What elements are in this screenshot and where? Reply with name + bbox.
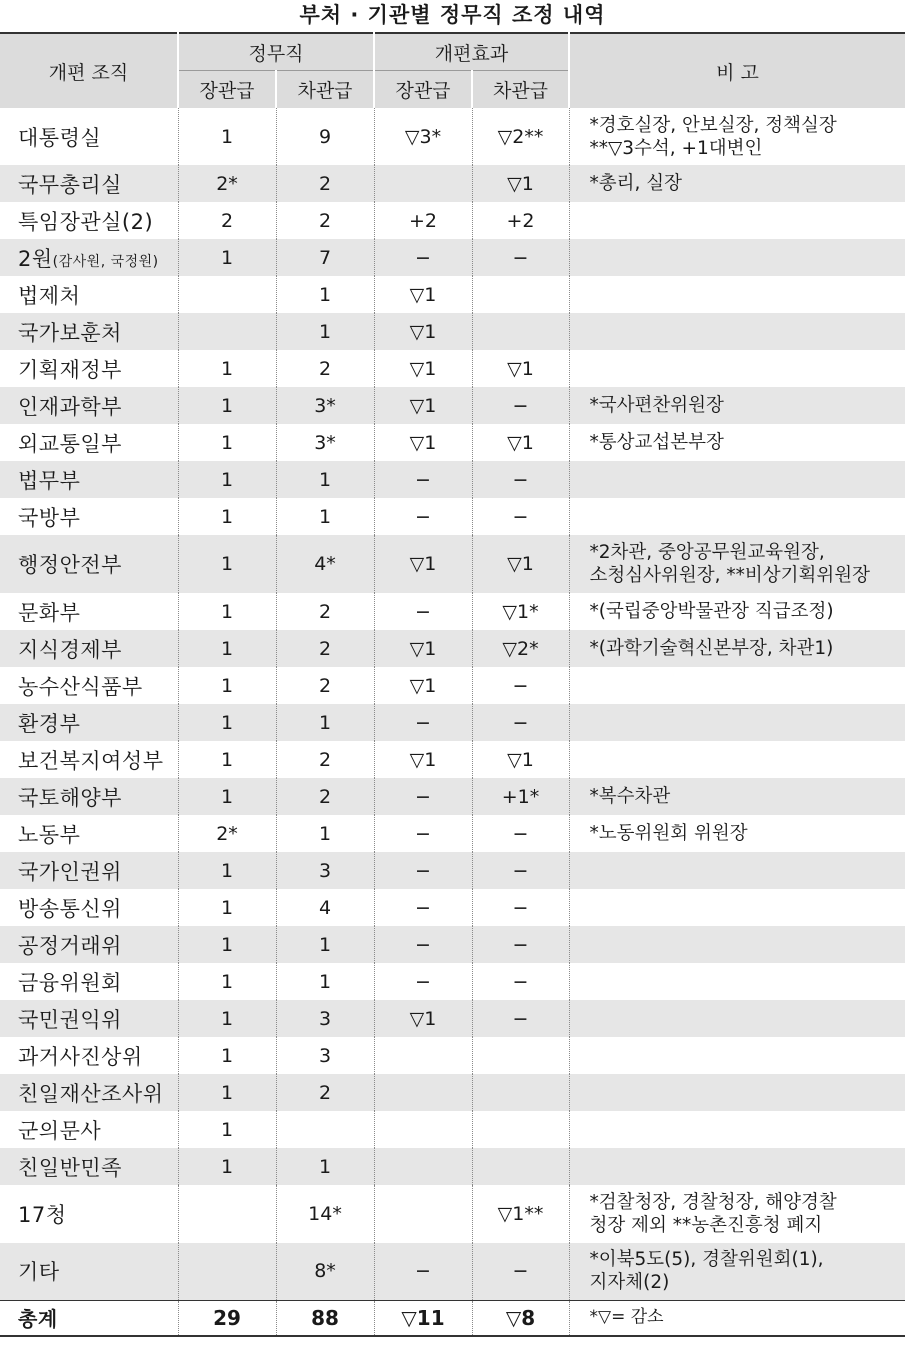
- total-label: 총계: [0, 1300, 178, 1336]
- org-name-cell: [0, 852, 178, 889]
- note-cell: [569, 239, 905, 276]
- minister-effect: [374, 1111, 472, 1148]
- vice-count: 1: [276, 498, 374, 535]
- note-cell: [569, 1037, 905, 1074]
- org-name-cell: [0, 165, 178, 202]
- minister-effect: ▽1: [374, 741, 472, 778]
- org-name-cell: [0, 1037, 178, 1074]
- org-name: 농수산식품부: [18, 674, 143, 699]
- org-name-cell: [0, 593, 178, 630]
- minister-effect: −: [374, 239, 472, 276]
- note-cell: [569, 1243, 905, 1300]
- vice-count: 2: [276, 202, 374, 239]
- table-row: [0, 424, 905, 461]
- table-row: [0, 498, 905, 535]
- table-row: [0, 1243, 905, 1300]
- minister-count: 2: [178, 202, 276, 239]
- org-name-cell: [0, 630, 178, 667]
- note-cell: [569, 889, 905, 926]
- vice-count: 8*: [276, 1243, 374, 1300]
- org-name: 국민권익위: [18, 1007, 122, 1032]
- minister-count: 1: [178, 926, 276, 963]
- note-cell: [569, 276, 905, 313]
- table-title: 부처 · 기관별 정무직 조정 내역: [299, 3, 606, 27]
- org-name: 방송통신위: [18, 896, 122, 921]
- vice-effect: [472, 313, 569, 350]
- vice-count: [276, 1111, 374, 1148]
- vice-effect: +1*: [472, 778, 569, 815]
- vice-effect: −: [472, 239, 569, 276]
- minister-effect: −: [374, 926, 472, 963]
- note-line-2: 소청심사위원장, **비상기획위원장: [589, 565, 870, 586]
- minister-count: 1: [178, 498, 276, 535]
- minister-effect: −: [374, 704, 472, 741]
- vice-effect: ▽1: [472, 741, 569, 778]
- note-line-1: *노동위원회 위원장: [589, 823, 748, 844]
- minister-count: 1: [178, 741, 276, 778]
- table-row: [0, 1074, 905, 1111]
- vice-effect: −: [472, 704, 569, 741]
- note-line-1: *(국립중앙박물관장 직급조정): [589, 601, 834, 622]
- minister-count: 1: [178, 387, 276, 424]
- vice-effect: −: [472, 1243, 569, 1300]
- table-row: [0, 1148, 905, 1185]
- total-minister-count: 29: [178, 1300, 276, 1336]
- minister-effect: +2: [374, 202, 472, 239]
- minister-count: 1: [178, 889, 276, 926]
- table-row: [0, 1185, 905, 1243]
- org-name: 17청: [18, 1203, 67, 1227]
- org-name-cell: [0, 704, 178, 741]
- note-cell: [569, 593, 905, 630]
- org-name-cell: [0, 1000, 178, 1037]
- table-row: [0, 926, 905, 963]
- org-name-cell: [0, 424, 178, 461]
- minister-count: 1: [178, 704, 276, 741]
- org-name: 국토해양부: [18, 785, 122, 810]
- vice-count: 4: [276, 889, 374, 926]
- note-cell: [569, 498, 905, 535]
- minister-effect: ▽1: [374, 667, 472, 704]
- minister-count: [178, 1185, 276, 1243]
- org-name-cell: [0, 926, 178, 963]
- vice-effect: ▽1**: [472, 1185, 569, 1243]
- org-name: 노동부: [18, 822, 81, 847]
- org-name-cell: [0, 202, 178, 239]
- note-cell: [569, 165, 905, 202]
- header-group-effect: 개편효과: [374, 33, 569, 71]
- minister-effect: −: [374, 1243, 472, 1300]
- header-group-political: 정무직: [178, 33, 374, 71]
- org-name: 과거사진상위: [18, 1044, 143, 1069]
- note-cell: [569, 461, 905, 498]
- vice-count: 4*: [276, 535, 374, 593]
- minister-effect: ▽1: [374, 350, 472, 387]
- vice-count: 7: [276, 239, 374, 276]
- minister-effect: ▽1: [374, 387, 472, 424]
- table-row: [0, 108, 905, 165]
- org-name-cell: [0, 498, 178, 535]
- vice-count: 1: [276, 1148, 374, 1185]
- header-sub-vice-2: 차관급: [472, 71, 569, 109]
- minister-count: 1: [178, 667, 276, 704]
- table-header: [0, 33, 905, 108]
- vice-count: 3: [276, 852, 374, 889]
- note-cell: [569, 202, 905, 239]
- vice-effect: [472, 1148, 569, 1185]
- vice-count: 9: [276, 108, 374, 165]
- minister-count: 1: [178, 350, 276, 387]
- vice-count: 1: [276, 926, 374, 963]
- org-name-cell: [0, 889, 178, 926]
- minister-count: 1: [178, 535, 276, 593]
- note-cell: [569, 424, 905, 461]
- table-row: [0, 535, 905, 593]
- vice-effect: [472, 1111, 569, 1148]
- note-line-1: *(과학기술혁신본부장, 차관1): [589, 638, 834, 659]
- minister-count: 1: [178, 963, 276, 1000]
- minister-count: [178, 276, 276, 313]
- table-row: [0, 1000, 905, 1037]
- vice-effect: −: [472, 667, 569, 704]
- note-cell: [569, 630, 905, 667]
- minister-count: 1: [178, 1000, 276, 1037]
- org-name: 기타: [18, 1260, 60, 1285]
- table-row: [0, 704, 905, 741]
- minister-count: 2*: [178, 165, 276, 202]
- vice-count: 14*: [276, 1185, 374, 1243]
- vice-count: 3: [276, 1037, 374, 1074]
- org-name-cell: [0, 778, 178, 815]
- minister-effect: −: [374, 593, 472, 630]
- vice-effect: [472, 1074, 569, 1111]
- org-name-cell: [0, 815, 178, 852]
- minister-count: 1: [178, 1148, 276, 1185]
- minister-count: 1: [178, 239, 276, 276]
- org-name: 법무부: [18, 468, 81, 493]
- vice-count: 1: [276, 313, 374, 350]
- header-org: 개편 조직: [0, 33, 178, 108]
- note-line-1: *이북5도(5), 경찰위원회(1),: [589, 1249, 824, 1271]
- minister-effect: ▽1: [374, 313, 472, 350]
- vice-effect: −: [472, 963, 569, 1000]
- note-cell: [569, 815, 905, 852]
- table-row: [0, 202, 905, 239]
- vice-effect: −: [472, 889, 569, 926]
- note-line-2: 지자체(2): [589, 1272, 670, 1294]
- note-line-1: *국사편찬위원장: [589, 395, 724, 416]
- note-cell: [569, 535, 905, 593]
- minister-count: 1: [178, 593, 276, 630]
- table-row: [0, 630, 905, 667]
- header-sub-minister-2: 장관급: [374, 71, 472, 109]
- table-row: [0, 1111, 905, 1148]
- vice-count: 2: [276, 1074, 374, 1111]
- vice-count: 2: [276, 778, 374, 815]
- minister-effect: ▽1: [374, 535, 472, 593]
- vice-effect: −: [472, 926, 569, 963]
- vice-effect: −: [472, 498, 569, 535]
- vice-effect: ▽2**: [472, 108, 569, 165]
- vice-effect: ▽1: [472, 424, 569, 461]
- minister-effect: ▽1: [374, 630, 472, 667]
- note-cell: [569, 313, 905, 350]
- total-vice-effect: ▽8: [472, 1300, 569, 1336]
- note-cell: [569, 1074, 905, 1111]
- table-row: [0, 593, 905, 630]
- table-row: [0, 165, 905, 202]
- note-cell: [569, 1185, 905, 1243]
- header-sub-minister-1: 장관급: [178, 71, 276, 109]
- org-name-cell: [0, 387, 178, 424]
- note-line-1: *총리, 실장: [589, 173, 683, 194]
- vice-effect: ▽1: [472, 535, 569, 593]
- vice-count: 2: [276, 593, 374, 630]
- vice-effect: ▽1*: [472, 593, 569, 630]
- vice-effect: −: [472, 387, 569, 424]
- table-body: [0, 108, 905, 1336]
- table-row: [0, 239, 905, 276]
- minister-count: 1: [178, 852, 276, 889]
- org-name: 군의문사: [18, 1118, 102, 1143]
- vice-effect: −: [472, 1000, 569, 1037]
- vice-effect: +2: [472, 202, 569, 239]
- note-cell: [569, 1111, 905, 1148]
- org-name: 대통령실: [18, 125, 102, 150]
- minister-count: [178, 313, 276, 350]
- note-cell: [569, 1148, 905, 1185]
- minister-effect: [374, 165, 472, 202]
- vice-count: 1: [276, 815, 374, 852]
- minister-count: 1: [178, 461, 276, 498]
- org-name-cell: [0, 1148, 178, 1185]
- note-cell: [569, 778, 905, 815]
- org-name: 문화부: [18, 600, 81, 625]
- org-name-cell: [0, 461, 178, 498]
- minister-count: 2*: [178, 815, 276, 852]
- total-note: *▽= 감소: [569, 1300, 905, 1336]
- table-row: [0, 852, 905, 889]
- note-cell: [569, 926, 905, 963]
- vice-count: 2: [276, 165, 374, 202]
- vice-effect: −: [472, 852, 569, 889]
- vice-count: 2: [276, 630, 374, 667]
- org-name: 보건복지여성부: [18, 748, 164, 773]
- minister-count: 1: [178, 1074, 276, 1111]
- org-name-cell: [0, 1243, 178, 1300]
- minister-effect: −: [374, 963, 472, 1000]
- table-row: [0, 741, 905, 778]
- table-row: [0, 387, 905, 424]
- total-vice-count: 88: [276, 1300, 374, 1336]
- minister-count: 1: [178, 1037, 276, 1074]
- vice-effect: [472, 1037, 569, 1074]
- note-cell: [569, 350, 905, 387]
- minister-effect: −: [374, 778, 472, 815]
- header-sub-vice-1: 차관급: [276, 71, 374, 109]
- position-adjustment-table: [0, 32, 905, 1337]
- vice-count: 3: [276, 1000, 374, 1037]
- org-name: 국무총리실: [18, 172, 122, 197]
- org-name-cell: [0, 1185, 178, 1243]
- minister-effect: −: [374, 852, 472, 889]
- minister-count: [178, 1243, 276, 1300]
- vice-count: 1: [276, 704, 374, 741]
- note-line-2: **▽3수석, +1대변인: [589, 137, 763, 159]
- vice-count: 1: [276, 963, 374, 1000]
- org-name-cell: [0, 313, 178, 350]
- note-line-1: *통상교섭본부장: [589, 432, 724, 453]
- org-name-cell: [0, 1111, 178, 1148]
- org-name: 인재과학부: [18, 394, 122, 419]
- table-row: [0, 276, 905, 313]
- org-name: 기획재정부: [18, 357, 122, 382]
- table-row: [0, 963, 905, 1000]
- table-row: [0, 350, 905, 387]
- note-cell: [569, 1000, 905, 1037]
- org-name: 특임장관실(2): [18, 209, 154, 234]
- org-name-cell: [0, 963, 178, 1000]
- org-name-cell: [0, 239, 178, 276]
- vice-effect: −: [472, 461, 569, 498]
- note-line-2: 청장 제외 **농촌진흥청 폐지: [589, 1215, 823, 1236]
- org-name: 국가보훈처: [18, 320, 122, 345]
- minister-effect: −: [374, 461, 472, 498]
- minister-count: 1: [178, 778, 276, 815]
- org-name: 친일반민족: [18, 1155, 122, 1180]
- table-row: [0, 778, 905, 815]
- table-row: [0, 1037, 905, 1074]
- table-row: [0, 667, 905, 704]
- org-name-cell: [0, 535, 178, 593]
- total-minister-effect: ▽11: [374, 1300, 472, 1336]
- org-name: 외교통일부: [18, 431, 122, 456]
- note-line-1: *검찰청장, 경찰청장, 해양경찰: [589, 1192, 837, 1213]
- header-note: 비 고: [569, 33, 905, 108]
- org-name: 국가인권위: [18, 859, 122, 884]
- table-row: [0, 889, 905, 926]
- vice-effect: −: [472, 815, 569, 852]
- vice-count: 1: [276, 276, 374, 313]
- vice-count: 2: [276, 741, 374, 778]
- org-name: 환경부: [18, 711, 81, 736]
- minister-count: 1: [178, 630, 276, 667]
- vice-count: 3*: [276, 387, 374, 424]
- vice-count: 3*: [276, 424, 374, 461]
- vice-count: 2: [276, 667, 374, 704]
- org-name-cell: [0, 108, 178, 165]
- org-name: 지식경제부: [18, 637, 122, 662]
- note-line-1: *2차관, 중앙공무원교육원장,: [589, 542, 825, 563]
- minister-effect: ▽1: [374, 276, 472, 313]
- minister-count: 1: [178, 108, 276, 165]
- org-name: 행정안전부: [18, 553, 122, 577]
- vice-count: 1: [276, 461, 374, 498]
- minister-effect: −: [374, 498, 472, 535]
- table-row: [0, 313, 905, 350]
- minister-effect: ▽3*: [374, 108, 472, 165]
- vice-effect: ▽2*: [472, 630, 569, 667]
- table-row: [0, 461, 905, 498]
- table-row: [0, 815, 905, 852]
- org-name: 금융위원회: [18, 970, 122, 995]
- minister-effect: [374, 1074, 472, 1111]
- org-name: 공정거래위: [18, 933, 122, 958]
- note-cell: [569, 667, 905, 704]
- note-cell: [569, 387, 905, 424]
- org-name-cell: [0, 741, 178, 778]
- org-name-detail: (감사원, 국정원): [52, 253, 159, 270]
- org-name-cell: [0, 667, 178, 704]
- org-name: 2원: [18, 246, 53, 271]
- org-name: 친일재산조사위: [18, 1081, 164, 1106]
- vice-effect: [472, 276, 569, 313]
- minister-effect: [374, 1185, 472, 1243]
- note-cell: [569, 741, 905, 778]
- total-row: [0, 1300, 905, 1336]
- vice-effect: ▽1: [472, 165, 569, 202]
- minister-effect: ▽1: [374, 424, 472, 461]
- note-line-1: *복수차관: [589, 786, 671, 807]
- note-cell: [569, 963, 905, 1000]
- minister-count: 1: [178, 1111, 276, 1148]
- note-cell: [569, 852, 905, 889]
- minister-effect: ▽1: [374, 1000, 472, 1037]
- minister-effect: −: [374, 889, 472, 926]
- vice-effect: ▽1: [472, 350, 569, 387]
- org-name-cell: [0, 1074, 178, 1111]
- org-name-cell: [0, 350, 178, 387]
- note-cell: [569, 108, 905, 165]
- note-line-1: *경호실장, 안보실장, 정책실장: [589, 114, 837, 136]
- minister-count: 1: [178, 424, 276, 461]
- note-cell: [569, 704, 905, 741]
- org-name: 법제처: [18, 283, 81, 308]
- minister-effect: [374, 1148, 472, 1185]
- minister-effect: [374, 1037, 472, 1074]
- vice-count: 2: [276, 350, 374, 387]
- minister-effect: −: [374, 815, 472, 852]
- org-name: 국방부: [18, 505, 81, 530]
- org-name-cell: [0, 276, 178, 313]
